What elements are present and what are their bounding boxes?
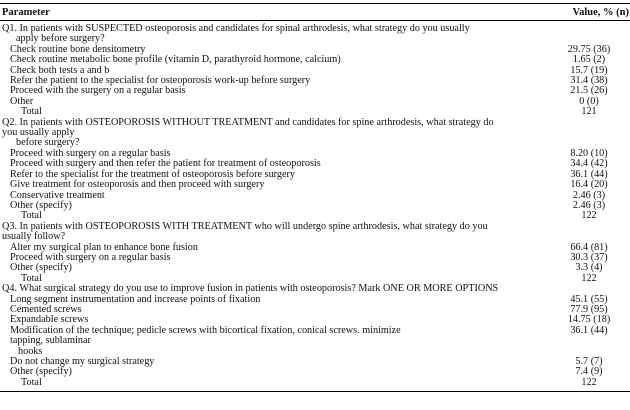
question-row [0, 222, 630, 243]
option-row-text: Refer the patient to the specialist for osteoporosis work-up before surgery [10, 75, 311, 87]
option-row-text: Proceed with surgery and then refer the patient for treatment of osteoporosis [10, 158, 321, 170]
option-row-text: Alter my surgical plan to enhance bone fusion [10, 241, 198, 253]
option-row-text: Check both tests a and b [10, 64, 110, 76]
survey-table [0, 3, 630, 392]
option-row-value: 29.75 (36) [567, 43, 611, 55]
option-row-text: Other (specify) [10, 262, 72, 274]
option-row [0, 295, 630, 305]
option-row [0, 253, 630, 263]
option-row-value: 7.4 (9) [575, 366, 603, 378]
option-row-value: 30.3 (37) [570, 251, 608, 263]
option-row-text: Check routine metabolic bone profile (vitamin D, parathyroid hormone, calcium) [10, 54, 341, 66]
total-row-text: Total [21, 210, 42, 222]
option-row [0, 191, 630, 201]
option-row-value: 45.1 (55) [570, 293, 608, 305]
option-row-value: 0 (0) [579, 95, 599, 107]
question-row [0, 24, 630, 45]
question-row-text: Q2. In patients with OSTEOPOROSIS WITHOUT TREATMENT and candidates for spine arthrodesis, what strategy do you usually apply before surgery? [2, 116, 494, 149]
option-row-value: 14.75 (18) [567, 314, 611, 326]
table-header [0, 4, 630, 21]
question-row [0, 118, 630, 149]
option-row-value: 21.5 (26) [570, 85, 608, 97]
option-row-text: Other (specify) [10, 366, 72, 378]
option-row-value: 5.7 (7) [575, 356, 603, 367]
option-row-text: Cemented screws [10, 303, 82, 315]
question-row-value [518, 284, 630, 294]
option-row-text: Other (specify) [10, 199, 72, 211]
option-row-text: Other [10, 95, 34, 107]
option-row-value: 36.1 (44) [570, 168, 608, 180]
option-row [0, 86, 630, 96]
option-row [0, 305, 630, 315]
option-row [0, 263, 630, 273]
option-row-text: Long segment instrumentation and increase points of fixation [10, 293, 261, 305]
total-row-value: 122 [581, 376, 597, 388]
option-row-value: 8.20 (10) [570, 147, 608, 159]
option-row-value: 3.3 (4) [575, 262, 603, 274]
option-row [0, 357, 630, 367]
option-row-text: Refer to the specialist for the treatment of osteoporosis before surgery [10, 168, 295, 180]
total-row-text: Total [21, 376, 42, 388]
option-row-value: 36.1 (44) [570, 324, 608, 336]
option-row-text: Give treatment for osteoporosis and then proceed with surgery [10, 179, 265, 191]
option-row-text: Modification of the technique; pedicle screws with bicortical fixation, conical screws. minimize tapping, sublaminar hooks [10, 324, 401, 357]
table-body [0, 21, 630, 391]
option-row-value: 77.9 (95) [570, 303, 608, 315]
option-row-text: Check routine bone densitometry [10, 43, 146, 55]
option-row [0, 367, 630, 377]
option-row-text: Expandable screws [10, 314, 89, 326]
question-row-value [518, 118, 630, 149]
question-row-text: Q3. In patients with OSTEOPOROSIS WITH TREATMENT who will undergo spine arthrodesis, what strategy do you usually follow? [2, 220, 488, 243]
total-row-value: 122 [581, 210, 597, 222]
option-row-value: 31.4 (38) [570, 75, 608, 87]
option-row-value: 2.46 (3) [572, 189, 606, 201]
total-row-text: Total [21, 106, 42, 118]
option-row-text: Conservative treatment [10, 189, 105, 201]
total-row-text: Total [21, 272, 42, 284]
option-row-text: Do not change my surgical strategy [10, 356, 155, 367]
question-row-text: Q4. What surgical strategy do you use to improve fusion in patients with osteoporosis? Mark ONE OR MORE OPTIONS [2, 283, 499, 295]
option-row [0, 201, 630, 211]
total-row-value: 121 [581, 106, 597, 118]
question-row-text: Q1. In patients with SUSPECTED osteoporosis and candidates for spinal arthrodesis, what strategy do you usually apply before surgery? [2, 23, 470, 45]
option-row-value: 16.4 (20) [570, 179, 608, 191]
total-row [0, 378, 630, 388]
option-row-value: 66.4 (81) [570, 241, 608, 253]
option-row-text: Proceed with surgery on a regular basis [10, 251, 171, 263]
question-row-value [518, 24, 630, 45]
total-row-value: 122 [581, 272, 597, 284]
header-value: Value, % (n) [572, 6, 629, 18]
option-row [0, 97, 630, 107]
option-row-text: Proceed with the surgery on a regular basis [10, 85, 186, 97]
option-row-value: 34.4 (42) [570, 158, 608, 170]
option-row-value: 2.46 (3) [572, 199, 606, 211]
option-row-value: 15.7 (19) [570, 64, 608, 76]
option-row-text: Proceed with surgery on a regular basis [10, 147, 171, 159]
option-row-value: 1.65 (2) [572, 54, 606, 66]
header-parameter: Parameter [2, 6, 50, 18]
option-row [0, 326, 630, 357]
question-row-value [518, 222, 630, 243]
